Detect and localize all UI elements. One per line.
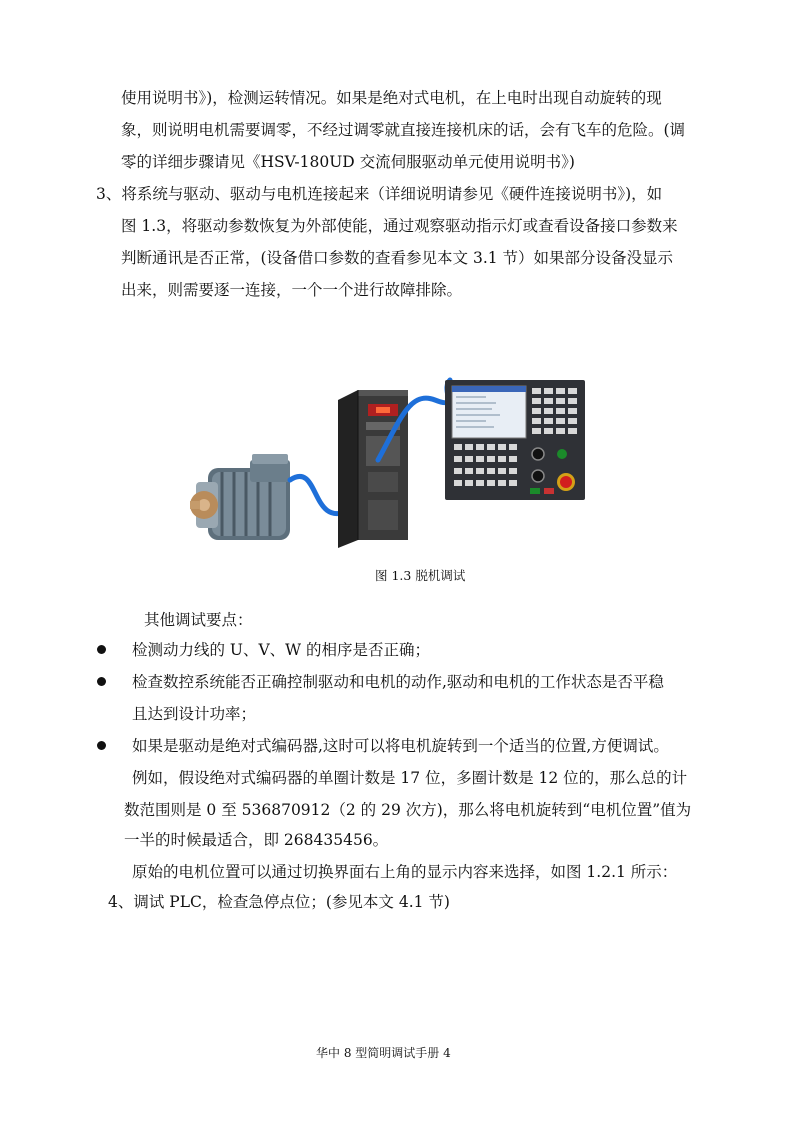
servo-motor-image xyxy=(190,454,290,540)
other-heading: 其他调试要点： xyxy=(144,611,253,629)
bullet-3-line-4: 一半的时候最适合，即 268435456。 xyxy=(124,831,389,849)
para1-line-1: 使用说明书》)，检测运转情况。如果是绝对式电机，在上电时出现自动旋转的现 xyxy=(121,89,662,107)
bullet-3-line-2: 例如，假设绝对式编码器的单圈计数是 17 位，多圈计数是 12 位的，那么总的计 xyxy=(132,769,688,787)
page-footer: 华中 8 型简明调试手册 4 xyxy=(316,1046,451,1060)
para1-line-2: 象，则说明电机需要调零，不经过调零就直接连接机床的话，会有飞车的危险。(调 xyxy=(121,121,686,139)
step3-line-4: 出来，则需要逐一连接，一个一个进行故障排除。 xyxy=(121,281,463,299)
bullet-2-line-2: 且达到设计功率； xyxy=(132,705,257,723)
figure-caption: 图 1.3 脱机调试 xyxy=(375,568,466,583)
offline-debug-figure xyxy=(190,360,600,560)
servo-drive-image xyxy=(338,390,408,548)
bullet-3-line-1: 如果是驱动是绝对式编码器,这时可以将电机旋转到一个适当的位置,方便调试。 xyxy=(132,737,669,755)
bullet-dot-2 xyxy=(97,677,106,686)
para1-line-3: 零的详细步骤请见《HSV-180UD 交流伺服驱动单元使用说明书》) xyxy=(121,153,575,171)
step4-line: 4、调试 PLC，检查急停点位；(参见本文 4.1 节) xyxy=(108,893,450,911)
bullet-3-line-3: 数范围则是 0 至 536870912（2 的 29 次方)，那么将电机旋转到“电机位置”值为 xyxy=(124,801,692,819)
bullet-dot-3 xyxy=(97,741,106,750)
position-note: 原始的电机位置可以通过切换界面右上角的显示内容来选择，如图 1.2.1 所示： xyxy=(132,863,678,881)
bullet-2-line-1: 检查数控系统能否正确控制驱动和电机的动作,驱动和电机的工作状态是否平稳 xyxy=(132,673,664,691)
bullet-dot-1 xyxy=(97,645,106,654)
step3-line-2: 图 1.3，将驱动参数恢复为外部使能，通过观察驱动指示灯或查看设备接口参数来 xyxy=(121,217,678,235)
step3-line-3: 判断通讯是否正常，(设备借口参数的查看参见本文 3.1 节）如果部分设备没显示 xyxy=(121,249,674,267)
cnc-panel-image xyxy=(445,380,585,500)
bullet-1-line-1: 检测动力线的 U、V、W 的相序是否正确； xyxy=(132,641,431,659)
step3-line-1: 3、将系统与驱动、驱动与电机连接起来（详细说明请参见《硬件连接说明书》)，如 xyxy=(96,185,663,203)
